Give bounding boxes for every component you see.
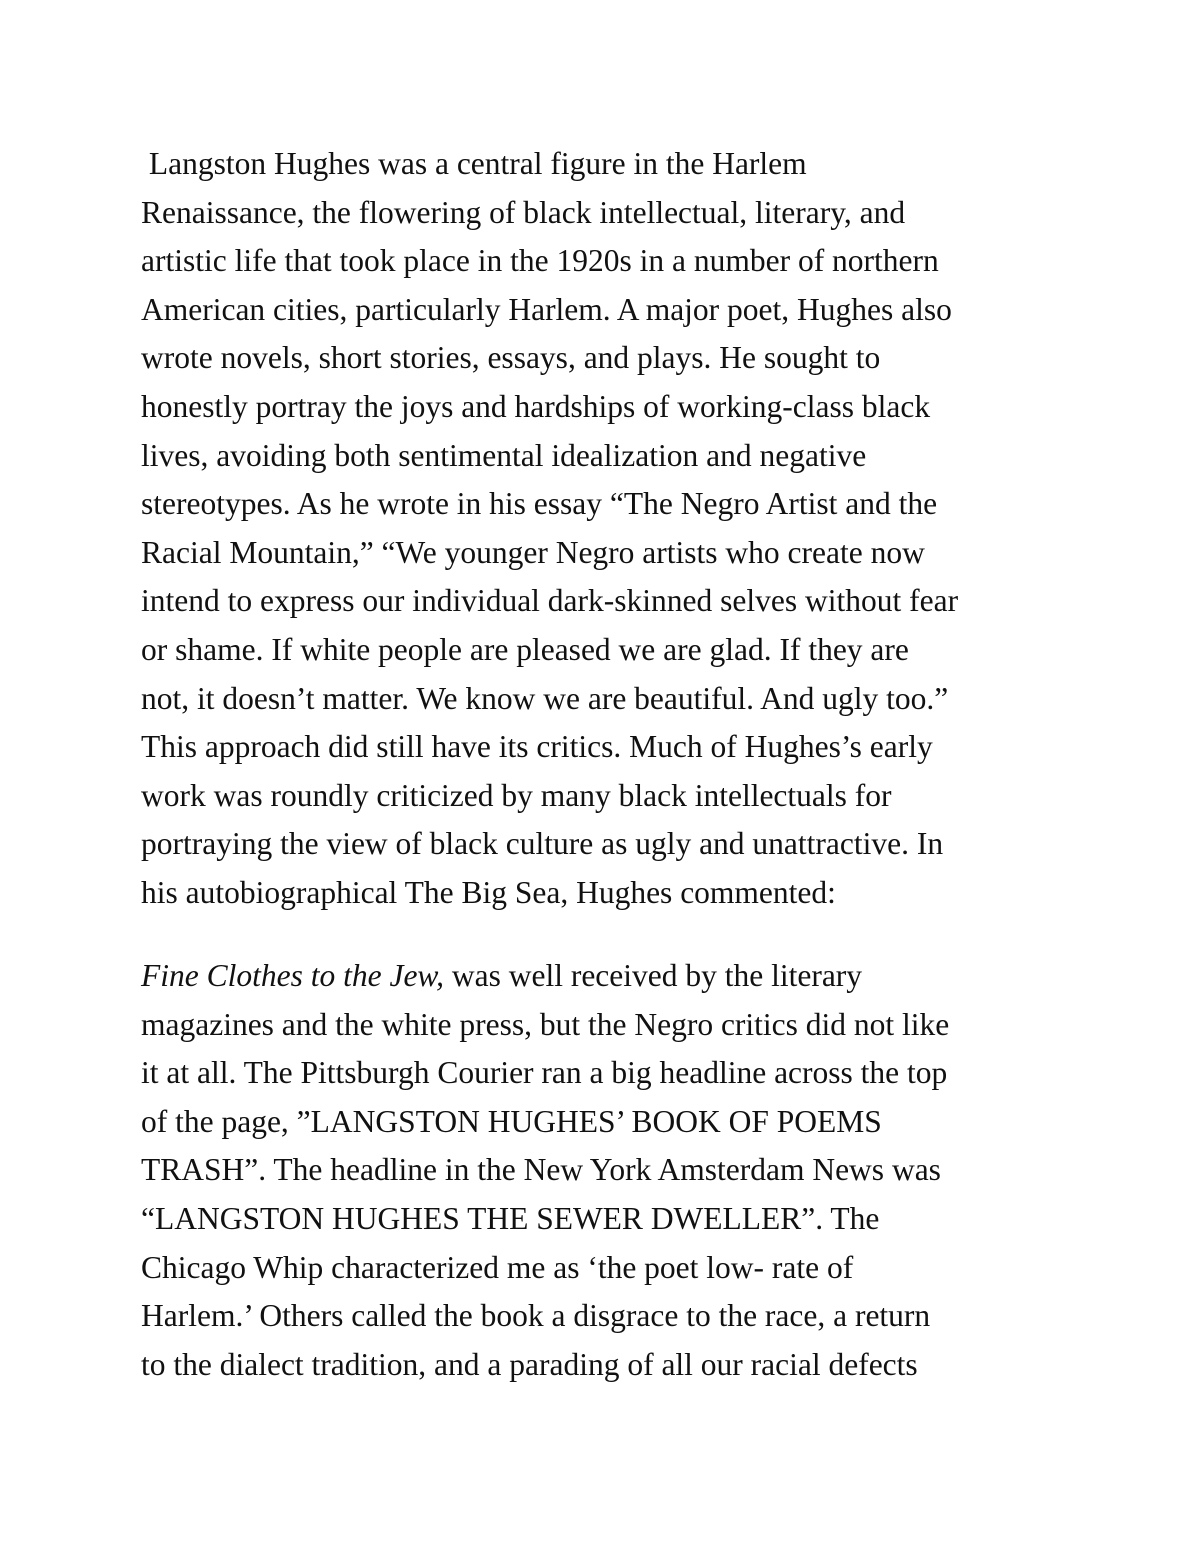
paragraph-quote: [141, 952, 1081, 1389]
text-line: stereotypes. As he wrote in his essay “The Negro Artist and the: [141, 486, 938, 522]
text-line: Chicago Whip characterized me as ‘the poet low- rate of: [141, 1249, 854, 1285]
text-line: Harlem.’ Others called the book a disgrace to the race, a return: [141, 1298, 931, 1334]
text-line: lives, avoiding both sentimental idealization and negative: [141, 437, 867, 473]
text-line: magazines and the white press, but the Negro critics did not like: [141, 1006, 950, 1042]
text-line: of the page, ”LANGSTON HUGHES’ BOOK OF POEMS: [141, 1103, 882, 1139]
text-line: Racial Mountain,” “We younger Negro artists who create now: [141, 534, 925, 570]
text-line: his autobiographical The Big Sea, Hughes commented:: [141, 874, 836, 910]
text-line: “LANGSTON HUGHES THE SEWER DWELLER”. The: [141, 1200, 880, 1236]
text-line: American cities, particularly Harlem. A major poet, Hughes also: [141, 291, 952, 327]
book-title: Fine Clothes to the Jew,: [141, 958, 444, 993]
text-line: Langston Hughes was a central figure in the Harlem: [141, 146, 807, 181]
text-line: work was roundly criticized by many black intellectuals for: [141, 777, 892, 813]
text-line: wrote novels, short stories, essays, and plays. He sought to: [141, 340, 881, 376]
text-line: or shame. If white people are pleased we are glad. If they are: [141, 631, 909, 667]
text-line: intend to express our individual dark-skinned selves without fear: [141, 583, 959, 619]
text-line: artistic life that took place in the 1920s in a number of northern: [141, 243, 939, 279]
text-line: to the dialect tradition, and a parading of all our racial defects: [141, 1346, 918, 1382]
text-line: TRASH”. The headline in the New York Amsterdam News was: [141, 1152, 941, 1188]
text-line: Renaissance, the flowering of black intellectual, literary, and: [141, 194, 906, 230]
text-line: it at all. The Pittsburgh Courier ran a big headline across the top: [141, 1055, 948, 1091]
text-fragment: was well received by the literary: [443, 958, 863, 993]
text-line: honestly portray the joys and hardships of working-class black: [141, 388, 931, 424]
text-line: not, it doesn’t matter. We know we are beautiful. And ugly too.”: [141, 680, 949, 716]
paragraph-intro: [141, 140, 1081, 918]
text-line: This approach did still have its critics. Much of Hughes’s early: [141, 729, 933, 765]
text-line: portraying the view of black culture as ugly and unattractive. In: [141, 826, 944, 862]
text-line: [141, 952, 1081, 1001]
